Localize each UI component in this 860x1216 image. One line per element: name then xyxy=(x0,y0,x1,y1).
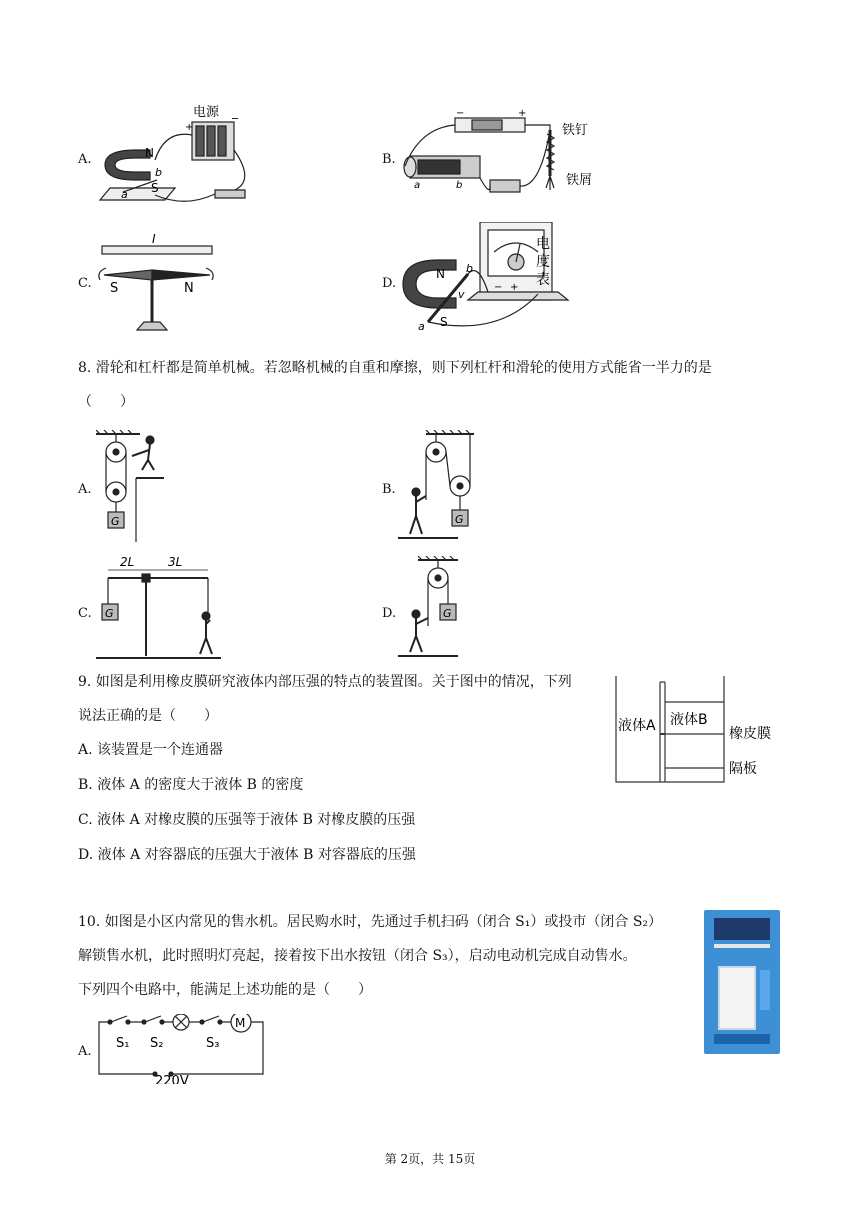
q7-option-d-label: D. xyxy=(382,276,397,291)
q7b-minus: − xyxy=(456,108,465,119)
q7c-s: S xyxy=(110,281,119,296)
q7d-b: b xyxy=(466,262,473,275)
q7a-s: S xyxy=(151,181,159,195)
q7b-nail-label: 铁钉 xyxy=(562,123,589,138)
q7-option-c-label: C. xyxy=(78,276,92,291)
q7-figure-c xyxy=(92,230,222,335)
q9-membrane-label: 橡皮膜 xyxy=(729,726,771,742)
q7b-plus: + xyxy=(518,108,527,119)
q8-figure-d xyxy=(398,556,468,664)
q10-s1: S₁ xyxy=(116,1036,130,1051)
q7d-n: N xyxy=(436,267,445,281)
page-footer: 第 2页，共 15页 xyxy=(384,1152,476,1166)
q7-figure-d xyxy=(398,222,593,342)
q7a-a: a xyxy=(121,188,128,201)
q7-option-a-label: A. xyxy=(78,152,92,167)
q7d-meter-1: 电 xyxy=(536,236,550,252)
q9-partition-label: 隔板 xyxy=(729,761,757,777)
q8b-weight: G xyxy=(455,513,464,526)
q7a-n: N xyxy=(145,146,154,160)
q8-figure-a xyxy=(96,430,166,545)
q8-option-d-label: D. xyxy=(382,606,397,621)
q9-figure-container xyxy=(612,676,790,786)
q10-option-a-label: A. xyxy=(78,1044,92,1059)
q7b-b: b xyxy=(456,180,463,191)
q7d-v: v xyxy=(458,288,465,301)
q10-stem-line2: 解锁售水机，此时照明灯亮起，接着按下出水按钮（闭合 S₃），启动电动机完成自动售水。 xyxy=(78,948,637,964)
q10-stem-line3: 下列四个电路中，能满足上述功能的是（ ） xyxy=(78,982,372,998)
q7-figure-b xyxy=(400,108,615,200)
q8c-lever-right: 3L xyxy=(168,555,183,569)
q8c-weight: G xyxy=(105,607,114,620)
q7d-a: a xyxy=(418,320,425,333)
q9-liquid-a: 液体A xyxy=(618,718,656,734)
q7c-n: N xyxy=(184,281,194,296)
q9-option-b: B. 液体 A 的密度大于液体 B 的密度 xyxy=(78,777,304,793)
q8a-weight: G xyxy=(111,515,120,528)
q10-circuit-a xyxy=(95,1014,270,1084)
q8-stem-line1: 8. 滑轮和杠杆都是简单机械。若忽略机械的自重和摩擦，则下列杠杆和滑轮的使用方式能省一半力的是 xyxy=(78,360,712,376)
q7d-minus: − xyxy=(494,282,503,293)
q9-option-a: A. 该装置是一个连通器 xyxy=(78,742,224,758)
q9-option-d: D. 液体 A 对容器底的压强大于液体 B 对容器底的压强 xyxy=(78,847,416,863)
q9-liquid-b: 液体B xyxy=(670,712,708,728)
q8c-lever-left: 2L xyxy=(120,555,135,569)
q7d-plus: + xyxy=(510,282,519,293)
q8-option-b-label: B. xyxy=(382,482,396,497)
q8-figure-b xyxy=(398,430,478,545)
q10-voltage: 220V xyxy=(155,1074,189,1084)
q10-s3: S₃ xyxy=(206,1036,220,1051)
q9-stem-line2: 说法正确的是（ ） xyxy=(78,708,218,724)
q9-stem-line1: 9. 如图是利用橡皮膜研究液体内部压强的特点的装置图。关于图中的情况，下列 xyxy=(78,674,572,690)
q7a-plus: + xyxy=(185,122,194,133)
q7b-a: a xyxy=(414,180,421,191)
q9-option-c: C. 液体 A 对橡皮膜的压强等于液体 B 对橡皮膜的压强 xyxy=(78,812,416,828)
q7a-power-label: 电源 xyxy=(193,105,220,120)
q7-option-b-label: B. xyxy=(382,152,396,167)
q8-stem-line2: （ ） xyxy=(78,394,134,410)
q10-motor: M xyxy=(235,1016,246,1030)
q10-stem-line1: 10. 如图是小区内常见的售水机。居民购水时，先通过手机扫码（闭合 S₁）或投市（闭合 S₂） xyxy=(78,914,663,930)
q8-option-a-label: A. xyxy=(78,482,92,497)
q7-figure-a xyxy=(95,100,260,210)
q8d-weight: G xyxy=(443,607,452,620)
q7a-b: b xyxy=(155,166,162,179)
q10-s2: S₂ xyxy=(150,1036,164,1051)
q7a-minus: _ xyxy=(232,105,238,119)
q7b-filings-label: 铁屑 xyxy=(566,173,593,188)
water-vending-machine-image xyxy=(704,910,780,1054)
q7d-meter-3: 表 xyxy=(536,272,550,288)
q7d-s: S xyxy=(440,315,448,329)
q7d-meter-2: 度 xyxy=(536,254,550,270)
q8-figure-c xyxy=(96,554,226,664)
q7c-current: I xyxy=(152,232,156,246)
q8-option-c-label: C. xyxy=(78,606,92,621)
